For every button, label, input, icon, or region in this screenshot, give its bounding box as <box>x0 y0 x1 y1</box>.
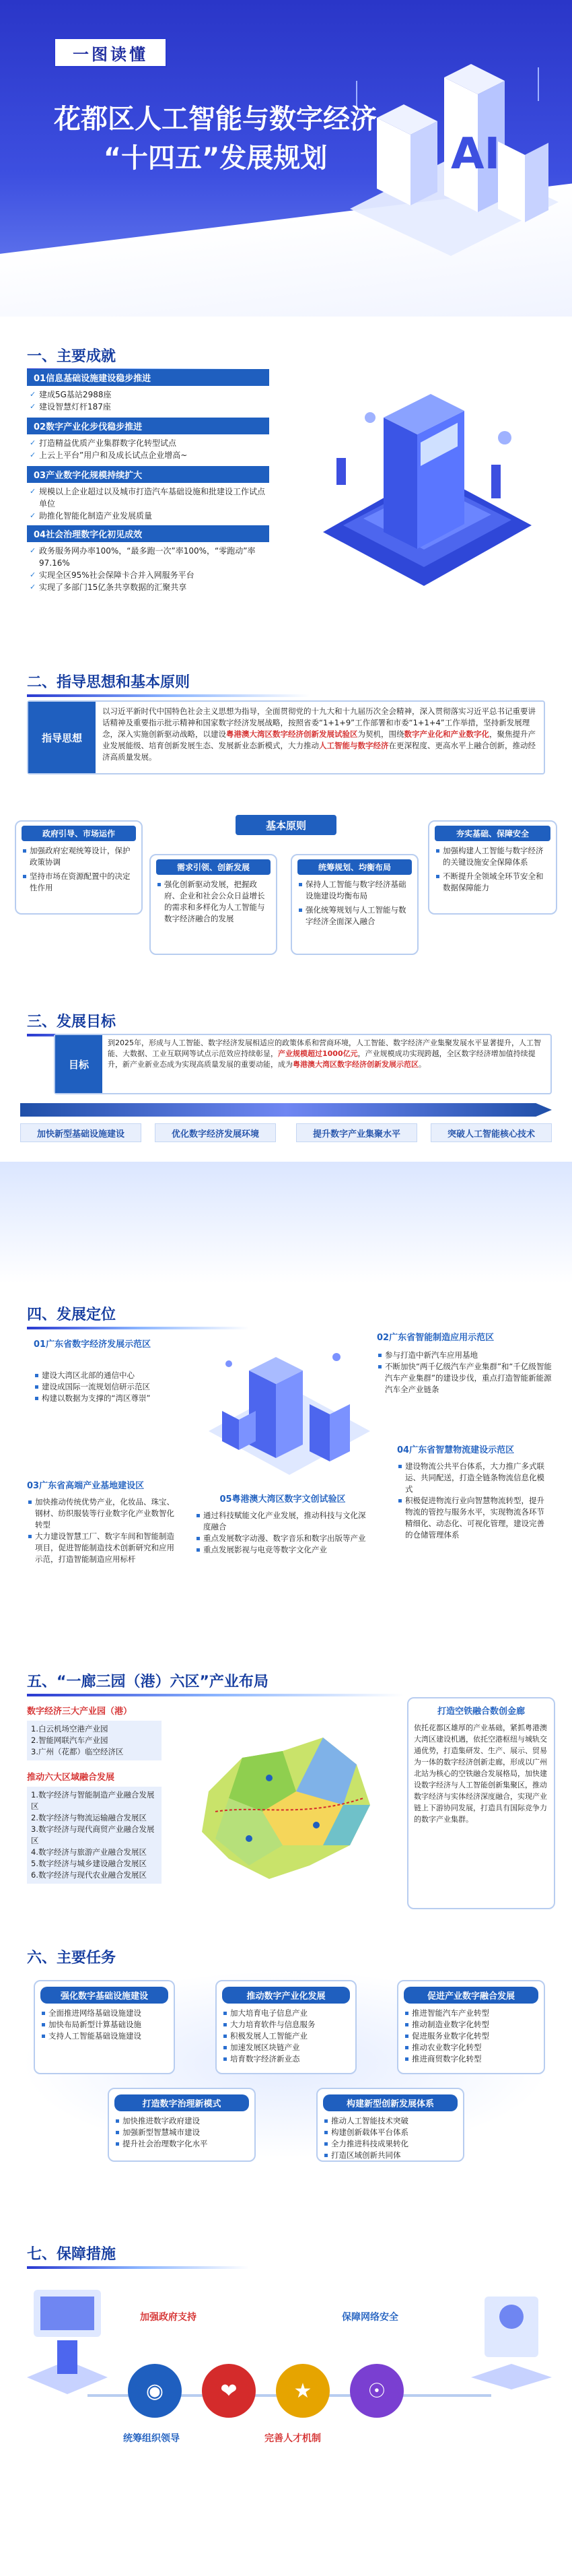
section-5-header <box>27 1670 404 1696</box>
parks-box <box>27 1721 162 1760</box>
trophy-icon: ★ <box>276 2364 330 2418</box>
guarantee-left-illustration <box>20 2276 114 2398</box>
task-item: 全面推进网络基础设施建设 <box>40 2008 168 2019</box>
position-title: 05粤港澳大湾区数字文创试验区 <box>219 1494 346 1505</box>
task-item: 促进服务业数字化转型 <box>404 2030 538 2042</box>
measure-label: 保障网络安全 <box>342 2312 398 2323</box>
measure-label: 完善人才机制 <box>264 2433 321 2444</box>
task-item: 加快推进数字政府建设 <box>114 2115 249 2127</box>
principle-item: 坚持市场在资源配置中的决定性作用 <box>22 871 136 894</box>
section-1-header <box>27 345 249 371</box>
region-item: 4.数字经济与旅游产业融合发展区 <box>31 1847 147 1857</box>
position-01 <box>34 1337 209 1404</box>
shield-icon: ☉ <box>350 2364 404 2418</box>
position-item: 重点发展数字动漫、数字音乐和数字出版等产业 <box>195 1533 370 1544</box>
achievement-item <box>27 486 269 510</box>
section-title: 五、“一廊三园（港）六区”产业布局 <box>27 1674 269 1690</box>
text-highlight: 人工智能与数字经济 <box>319 741 389 750</box>
principle-title: 夯实基础、保障安全 <box>435 826 550 841</box>
item-text: 建成5G基站2988座 <box>39 390 112 399</box>
hero-banner <box>0 0 572 317</box>
principle-card-2 <box>149 854 277 955</box>
guiding-thought-box <box>27 700 545 774</box>
section-underline <box>27 1694 404 1696</box>
region-item: 6.数字经济与现代农业融合发展区 <box>31 1870 147 1880</box>
park-item: 3.广州（花都）临空经济区 <box>31 1747 124 1756</box>
achievement-item <box>27 449 269 461</box>
principle-card-4 <box>428 820 557 915</box>
position-title: 01广东省数字经济发展示范区 <box>34 1340 151 1350</box>
task-card-3 <box>397 1980 545 2074</box>
text-part: 为契机，围绕 <box>357 729 404 739</box>
section-2-header <box>27 671 310 697</box>
achievement-item <box>27 401 269 413</box>
achievement-item <box>27 389 269 401</box>
principle-item: 保持人工智能与数字经济基础设施建设均衡布局 <box>297 879 412 902</box>
measure-label: 加强政府支持 <box>140 2312 196 2323</box>
text-highlight: 粤港澳大湾区数字经济创新发展示范区 <box>293 1060 419 1069</box>
group-bar: 04社会治理数字化初见成效 <box>27 525 269 542</box>
achievement-group-4 <box>27 525 269 593</box>
goal-pill: 提升数字产业集聚水平 <box>296 1123 417 1142</box>
task-item: 推动制造业数字化转型 <box>404 2019 538 2030</box>
parks-heading: 数字经济三大产业园（港） <box>27 1707 133 1717</box>
task-item: 加速发展区块链产业 <box>222 2042 350 2053</box>
principle-item: 加强政府宏观统筹设计，保护政策协调 <box>22 845 136 868</box>
achievement-item <box>27 510 269 522</box>
text-part: 。 <box>419 1060 426 1069</box>
principle-card-3 <box>291 854 419 955</box>
region-item: 2.数字经济与物流运输融合发展区 <box>31 1813 147 1822</box>
measure-2-top <box>121 2310 215 2323</box>
section-underline <box>27 1327 249 1329</box>
goal-arrow <box>20 1103 552 1117</box>
section-4-backdrop <box>0 1162 572 1283</box>
section-underline <box>27 2266 249 2269</box>
principle-title: 需求引领、创新发展 <box>156 859 271 875</box>
item-text: 建设智慧灯杆187座 <box>39 402 111 411</box>
section-title: 六、主要任务 <box>27 1950 116 1967</box>
park-item: 1.白云机场空港产业园 <box>31 1724 108 1733</box>
task-title: 打造数字治理新模式 <box>114 2094 249 2111</box>
task-item: 大力培育软件与信息服务 <box>222 2019 350 2030</box>
achievement-group-1 <box>27 369 269 418</box>
text-part: 在更深程度、更高水平上融合创新，推动经济高质量发展。 <box>102 741 536 762</box>
support-icon: ❤ <box>202 2364 256 2418</box>
position-item: 重点发展影视与电竞等数字文化产业 <box>195 1544 370 1556</box>
achievement-item <box>27 545 269 569</box>
position-title: 04广东省智慧物流建设示范区 <box>397 1445 515 1455</box>
position-item: 参与打造中新汽车应用基地 <box>377 1350 552 1361</box>
principle-card-1 <box>15 820 143 915</box>
principle-item: 强化统筹规划与人工智能与数字经济全面深入融合 <box>297 904 412 927</box>
task-title: 促进产业数字融合发展 <box>404 1987 538 2004</box>
position-item: 构建以数据为支撑的“湾区尊崇” <box>34 1393 209 1404</box>
task-item: 加快布局新型计算基础设施 <box>40 2019 168 2030</box>
position-05 <box>195 1492 370 1556</box>
position-03 <box>27 1478 182 1565</box>
position-title: 03广东省高端产业基地建设区 <box>27 1481 145 1491</box>
region-item: 3.数字经济与现代商贸产业融合发展区 <box>31 1824 155 1845</box>
section-7-header <box>27 2243 249 2269</box>
goal-box <box>54 1034 552 1094</box>
task-card-2 <box>215 1980 357 2074</box>
corridor-text: 依托花都区雄厚的产业基础，紧抓粤港澳大湾区建设机遇，依托空港枢纽与城轨交通优势，打造集研发、生产、展示、贸易为一体的数字经济创新走廊，形成以广州北站为核心的空铁融合发展格局，加快建设数字经济与人工智能创新集聚区，推动数字经济与实体经济深度融合，实现产业链上下游协同发展，打造具有国际竞争力的数字产业集群。 <box>414 1723 547 1824</box>
corridor-heading: 打造空铁融合数创金廊 <box>437 1707 525 1717</box>
title-line-1: 花都区人工智能与数字经济 <box>54 104 377 135</box>
goal-pill: 突破人工智能核心技术 <box>431 1123 552 1142</box>
position-item: 不断加快“两千亿级汽车产业集群”和“千亿级智能汽车产业集群”的建设步伐，重点打造智能新能源汽车全产业链条 <box>377 1361 552 1395</box>
group-bar: 01信息基础设施建设稳步推进 <box>27 369 269 386</box>
principle-item: 强化创新驱动发展，把握政府、企业和社会公众日益增长的需求和多样化为人工智能与数字经济融合的发展 <box>156 879 271 925</box>
position-item: 建设大湾区北部的通信中心 <box>34 1370 209 1381</box>
section-4-header <box>27 1303 249 1329</box>
principle-item: 加强构建人工智能与数字经济的关键设施安全保障体系 <box>435 845 550 868</box>
position-item: 大力建设智慧工厂、数字车间和智能制造项目，促进智能制造技术创新研究和应用示范，打造智能制造应用标杆 <box>27 1531 182 1565</box>
text-highlight: 数字产业化和产业数字化 <box>404 729 489 739</box>
position-04 <box>397 1443 552 1541</box>
position-title: 02广东省智能制造应用示范区 <box>377 1333 495 1343</box>
task-title: 构建新型创新发展体系 <box>323 2094 458 2111</box>
achievement-item <box>27 437 269 449</box>
region-item: 5.数字经济与城乡建设融合发展区 <box>31 1859 147 1868</box>
item-text: 实现全区95%社会保障卡合并入网服务平台 <box>39 570 194 580</box>
achievement-item <box>27 569 269 581</box>
logo: 一图读懂 <box>54 38 167 67</box>
task-title: 强化数字基础设施建设 <box>40 1987 168 2004</box>
achievement-group-2 <box>27 418 269 466</box>
text-part: ，产业规模成功实现跨越，全区数字经济增加值持续提升，新产业新业态成为实现高质量发展的重要动能，成为 <box>108 1049 536 1069</box>
task-card-4 <box>108 2088 256 2162</box>
section-3-header <box>27 1010 249 1036</box>
task-title: 推动数字产业化发展 <box>222 1987 350 2004</box>
task-item: 全力推进科技成果转化 <box>323 2138 458 2150</box>
section-6-header <box>27 1946 249 1973</box>
svg-text:AI: AI <box>451 129 501 179</box>
section-title: 一、主要成就 <box>27 348 116 365</box>
achievement-group-3 <box>27 466 269 525</box>
task-item: 推进智能汽车产业转型 <box>404 2008 538 2019</box>
task-item: 提升社会治理数字化水平 <box>114 2138 249 2150</box>
task-item: 推进商贸数字化转型 <box>404 2053 538 2065</box>
regions-box <box>27 1787 162 1884</box>
group-bar: 02数字产业化步伐稳步推进 <box>27 418 269 434</box>
item-text: 打造精益优质产业集群数字化转型试点 <box>39 438 177 448</box>
goal-pill: 加快新型基础设施建设 <box>20 1123 141 1142</box>
position-item: 通过科技赋能文化产业发展，推动科技与文化深度融合 <box>195 1510 370 1533</box>
regions-heading: 推动六大区域融合发展 <box>27 1773 115 1783</box>
task-card-1 <box>34 1980 175 2074</box>
principle-title: 统筹规划、均衡布局 <box>297 859 412 875</box>
district-map <box>168 1697 404 1926</box>
position-02 <box>377 1330 552 1395</box>
text-part: ，聚焦提升产业发展能级、培育创新发展生态、发展新业态新模式，大力推动 <box>102 729 536 750</box>
measure-4-top <box>316 2310 424 2323</box>
item-text: 规模以上企业超过以及城市打造汽车基础设施和批建设工作试点单位 <box>39 487 266 508</box>
task-item: 加强新型智慧城市建设 <box>114 2127 249 2138</box>
item-text: 上云上平台”用户和及成长试点企业增高~ <box>39 451 188 460</box>
text-highlight: 粤港澳大湾区数字经济创新发展试验区 <box>226 729 358 739</box>
achievement-item <box>27 581 269 593</box>
section-title: 三、发展目标 <box>27 1014 116 1030</box>
title-line-2: “十四五”发展规划 <box>103 143 328 174</box>
positioning-city-illustration <box>202 1330 377 1485</box>
text-part: 到2025年，形成与人工智能、数字经济发展相适应的政策体系和营商环境，人工智能、数字经济产业集聚发展水平显著提升，人工智能、大数据、工业互联网等试点示范效应持续彰显， <box>108 1038 541 1058</box>
industrial-parks-list <box>27 1704 162 1884</box>
goal-pill: 优化数字经济发展环境 <box>155 1123 276 1142</box>
item-text: 实现了多部门15亿条共享数据的汇聚共享 <box>39 583 187 592</box>
task-item: 支持人工智能基础设施建设 <box>40 2030 168 2042</box>
page-title <box>40 100 390 178</box>
goal-text <box>102 1035 550 1093</box>
position-item: 建设物流公共平台体系，大力推广多式联运、共同配送，打造全链条物流信息化模式 <box>397 1461 552 1495</box>
position-item: 积极促进物流行业向智慧物流转型，提升物流的管控与服务水平，实现物流各环节精细化、动态化、可视化管理，建设完善的仓储管理体系 <box>397 1495 552 1541</box>
task-item: 构建创新载体平台体系 <box>323 2127 458 2138</box>
group-bar: 03产业数字化规模持续扩大 <box>27 466 269 483</box>
team-icon: ◉ <box>128 2364 182 2418</box>
position-item: 建设成国际一流规划信研示范区 <box>34 1381 209 1393</box>
text-highlight: 产业规模超过1000亿元 <box>278 1049 358 1058</box>
principles-center-label: 基本原则 <box>236 815 336 835</box>
item-text: 政务服务网办率100%，“最多跑一次”率100%，“零跑动”率97.16% <box>39 546 256 568</box>
achievements-illustration <box>303 357 545 613</box>
goal-label: 目标 <box>55 1035 102 1093</box>
task-item: 加大培育电子信息产业 <box>222 2008 350 2019</box>
metro-corridor-box <box>407 1697 555 1909</box>
text-part: 以习近平新时代中国特色社会主义思想为指导，全面贯彻党的十九大和十九届历次全会精神，深入贯彻落实习近平总书记重要讲话精神及重要指示批示精神和国家数字经济发展战略，按照省委“1+1+9”工作部署和市委“1+1+4”工作举措，坚持新发展理念，深入实施创新驱动战略，以建设 <box>102 706 536 739</box>
section-title: 七、保障措施 <box>27 2246 116 2263</box>
guiding-text <box>96 702 544 773</box>
task-item: 积极发展人工智能产业 <box>222 2030 350 2042</box>
region-item: 1.数字经济与智能制造产业融合发展区 <box>31 1790 155 1811</box>
task-item: 培育数字经济新业态 <box>222 2053 350 2065</box>
principle-item: 不断提升全领域全环节安全和数据保障能力 <box>435 871 550 894</box>
task-item: 推动人工智能技术突破 <box>323 2115 458 2127</box>
park-item: 2.智能网联汽车产业园 <box>31 1736 108 1745</box>
measure-label: 统筹组织领导 <box>123 2433 180 2444</box>
task-item: 打造区域创新共同体 <box>323 2150 458 2161</box>
section-underline <box>27 694 310 697</box>
section-title: 二、指导思想和基本原则 <box>27 674 190 691</box>
task-item: 推动农业数字化转型 <box>404 2042 538 2053</box>
item-text: 助推化智能化制造产业发展质量 <box>39 511 153 521</box>
guarantee-right-illustration <box>458 2276 559 2391</box>
section-title: 四、发展定位 <box>27 1307 116 1323</box>
position-item: 加快推动传统优势产业，化妆品、珠宝、钢材、纺织服装等行业数字化产业数智化转型 <box>27 1496 182 1531</box>
guiding-label: 指导思想 <box>28 702 96 773</box>
principle-title: 政府引导、市场运作 <box>22 826 136 841</box>
achievements-list <box>27 369 269 593</box>
task-card-5 <box>316 2088 464 2162</box>
